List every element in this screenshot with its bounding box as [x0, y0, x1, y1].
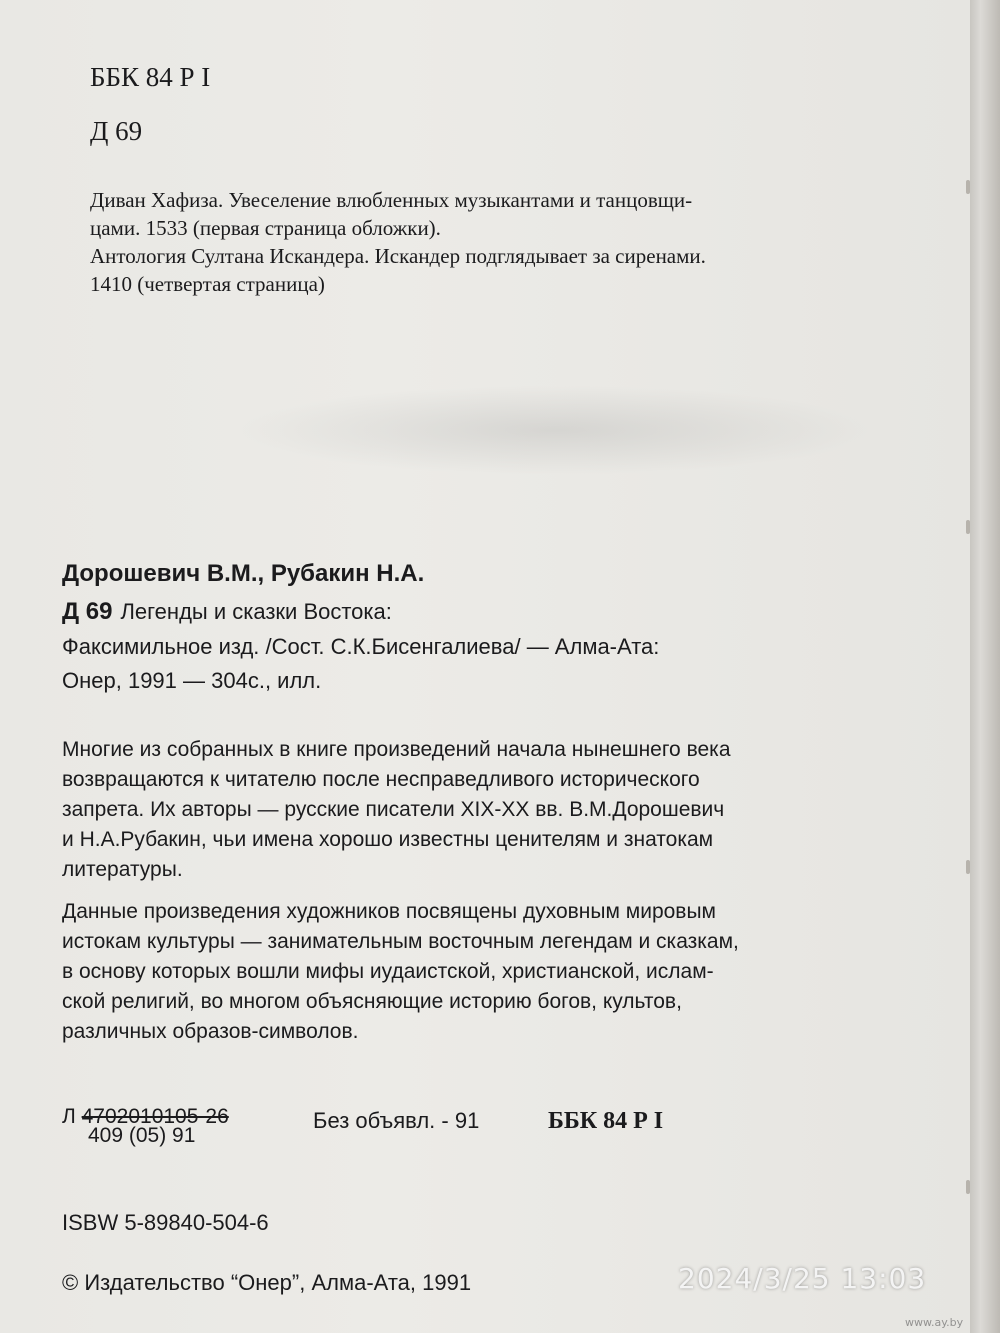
cover-illustration-note: [90, 186, 900, 298]
record-title-line: [62, 598, 392, 626]
annotation-line: различных образов-символов.: [62, 1020, 359, 1043]
bbk-code-top: ББК 84 Р I: [90, 62, 211, 92]
cover-note-line: Антология Султана Искандера. Искандер подглядывает за сиренами.: [90, 244, 706, 268]
show-through-print: [235, 385, 875, 475]
copyright-icon: ©: [62, 1270, 79, 1295]
copyright-text: Издательство “Онер”, Алма-Ата, 1991: [84, 1270, 472, 1295]
isbn: ISBW 5-89840-504-6: [62, 1210, 269, 1235]
binding-stitch: [966, 180, 970, 194]
site-watermark: www.ay.by: [905, 1316, 964, 1329]
annotation-line: ской религий, во многом объясняющие историю богов, культов,: [62, 990, 682, 1013]
annotation-line: возвращаются к читателю после несправедливого исторического: [62, 768, 700, 791]
fraction-prefix: Л: [62, 1105, 76, 1128]
publication-line-1: Факсимильное изд. /Сост. С.К.Бисенгалиева/ — Алма-Ата:: [62, 634, 660, 659]
photo-timestamp: 2024/3/25 13:03: [678, 1262, 927, 1295]
annotation-line: Данные произведения художников посвящены духовным мировым: [62, 900, 716, 923]
binding-stitch: [966, 520, 970, 534]
no-ads-note: Без объявл. - 91: [313, 1108, 480, 1133]
annotation-line: Многие из собранных в книге произведений начала нынешнего века: [62, 738, 731, 761]
binding-stitch: [966, 860, 970, 874]
annotation-line: и Н.А.Рубакин, чьи имена хорошо известны ценителям и знатокам: [62, 828, 714, 851]
publication-line-2: Онер, 1991 — 304с., илл.: [62, 668, 322, 693]
annotation-paragraph-2: [62, 897, 902, 1047]
cover-note-line: Диван Хафиза. Увеселение влюбленных музыкантами и танцовщи-: [90, 188, 693, 212]
annotation-line: в основу которых вошли мифы иудаистской, христианской, ислам-: [62, 960, 714, 983]
annotation-line: истокам культуры — занимательным восточным легендам и сказкам,: [62, 930, 739, 953]
record-code: Д 69: [62, 598, 113, 625]
record-title: Легенды и сказки Востока:: [120, 599, 392, 624]
cover-note-line: 1410 (четвертая страница): [90, 272, 325, 296]
copyright-line: [62, 1270, 471, 1296]
fraction-denominator: 409 (05) 91: [88, 1124, 196, 1147]
cover-note-line: цами. 1533 (первая страница обложки).: [90, 216, 441, 240]
price-code-fraction: [62, 1105, 229, 1147]
bbk-code-bottom: ББК 84 Р I: [548, 1108, 664, 1134]
annotation-line: литературы.: [62, 858, 183, 881]
annotation-paragraph-1: [62, 735, 902, 885]
annotation-line: запрета. Их авторы — русские писатели XIX-XX вв. В.М.Дорошевич: [62, 798, 725, 821]
binding-stitch: [966, 1180, 970, 1194]
author-code-top: Д 69: [90, 116, 143, 146]
fraction-numerator: 4702010105-26: [81, 1105, 229, 1128]
page-edge: [970, 0, 1000, 1333]
record-authors: Дорошевич В.М., Рубакин Н.А.: [62, 560, 425, 587]
